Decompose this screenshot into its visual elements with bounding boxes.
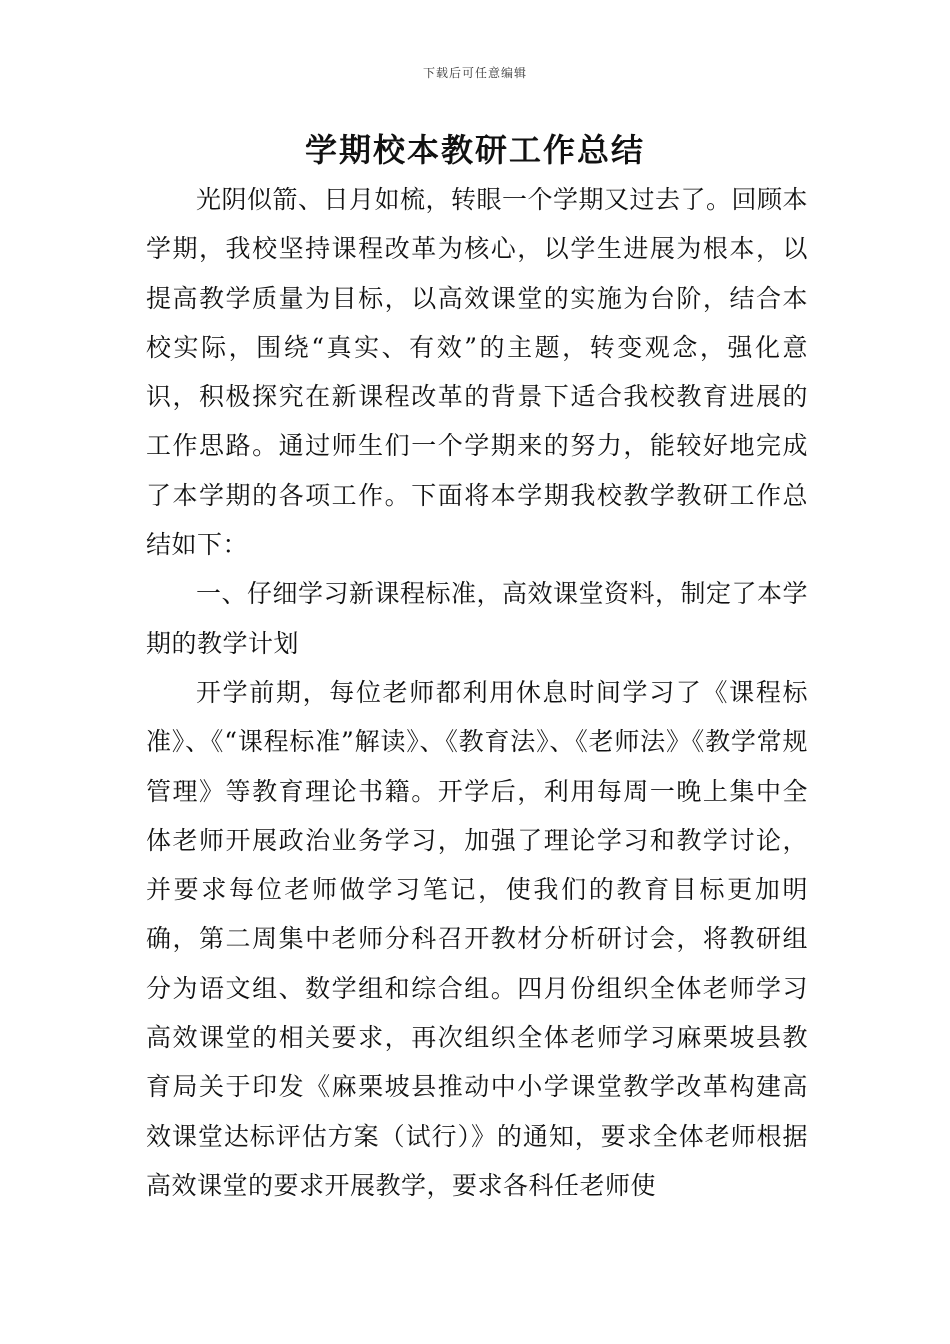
document-title: 学期校本教研工作总结 bbox=[304, 131, 645, 169]
paragraph-study-details: 开学前期，每位老师都利用休息时间学习了《课程标准》、《“课程标准”解读》、《教育法》、《老师法》《教学常规管理》等教育理论书籍。开学后，利用每周一晚上集中全体老师开展政治业务学习，加强了理论学习和教学讨论，并要求每位老师做学习笔记，使我们的教育目标更加明确，第二周集中老师分科召开教材分析研讨会，将教研组分为语文组、数学组和综合组。四月份组织全体老师学习高效课堂的相关要求，再次组织全体老师学习麻栗坡县教育局关于印发《麻栗坡县推动中小学课堂教学改革构建高效课堂达标评估方案（试行）》的通知，要求全体老师根据高效课堂的要求开展教学，要求各科任老师使 bbox=[146, 677, 808, 1200]
paragraph-intro: 光阴似箭、日月如梳，转眼一个学期又过去了。回顾本学期，我校坚持课程改革为核心，以学生进展为根本，以提高教学质量为目标，以高效课堂的实施为台阶，结合本校实际，围绕“真实、有效”的主题，转变观念，强化意识，积极探究在新课程改革的背景下适合我校教育进展的工作思路。通过师生们一个学期来的努力，能较好地完成了本学期的各项工作。下面将本学期我校教学教研工作总结如下： bbox=[146, 185, 809, 560]
document-body bbox=[146, 175, 808, 1210]
paragraph-section-heading: 一、仔细学习新课程标准，高效课堂资料，制定了本学期的教学计划 bbox=[146, 579, 809, 658]
header-note: 下载后可任意编辑 bbox=[422, 66, 527, 80]
